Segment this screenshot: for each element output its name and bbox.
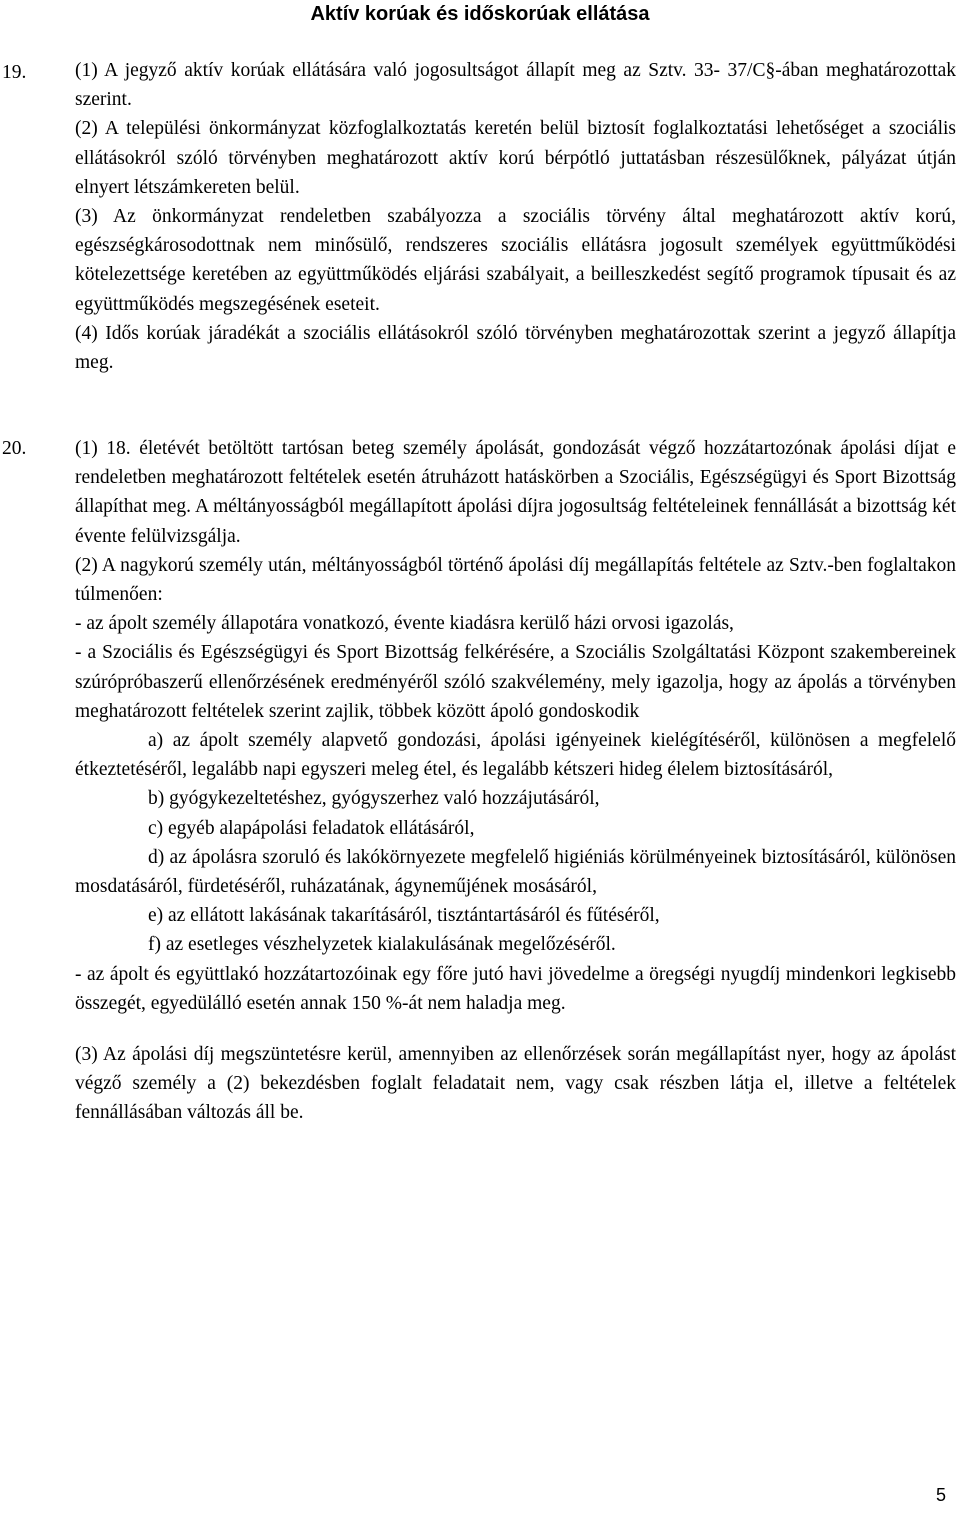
s19-paragraph-1: (1) A jegyző aktív korúak ellátására való jogosultságot állapít meg az Sztv. 33- 37/C§-ában meghatározottak szerint. [75,60,956,111]
section-number-19: 19. [2,62,27,83]
s19-paragraph-3: (3) Az önkormányzat rendeletben szabályozza a szociális törvény által meghatározott aktív korú, egészségkárosodottnak nem minősülő, rendszeres szociális ellátásra jogosult személyek együttműködési kötelezettsége keretében az együttműködés eljárási szabályait, a beilleszkedést segítő programok típusait és az együttműködés megszegésének eseteit. [75,206,956,315]
page-number: 5 [936,1485,947,1505]
s20-list-item-b: b) gyógykezeltetéshez, gyógyszerhez való hozzájutásáról, [148,788,600,810]
s20-paragraph-3: (3) Az ápolási díj megszüntetésre kerül, amennyiben az ellenőrzések során megállapítást nyer, hogy az ápolást végző személy a (2) bekezdésben foglalt feladatait nem, vagy csak részben látja el, illetve a feltételek fennállásában változás áll be. [75,1044,956,1124]
s20-paragraph-1: (1) 18. életévét betöltött tartósan beteg személy ápolását, gondozását végző hozzátartozónak ápolási díjat e rendeletben meghatározott feltételek esetén átruházott hatáskörben a Szociális, Egészségügyi és Sport Bizottság állapíthat meg. A méltányosságból megállapított ápolási díjra jogosultság feltételeinek fennállását a bizottság két évente felülvizsgálja. [75,438,956,547]
section-19 [75,56,956,377]
s20-paragraph-2: (2) A nagykorú személy után, méltányosságból történő ápolási díj megállapítás feltétele az Sztv.-ben foglaltakon túlmenően: [75,554,956,606]
section-20 [75,434,956,1128]
s20-dash-item-1: - az ápolt személy állapotára vonatkozó, évente kiadásra kerülő házi orvosi igazolás, [75,613,734,635]
s19-paragraph-2: (2) A települési önkormányzat közfoglalkoztatás keretén belül biztosít foglalkoztatási lehetőséget a szociális ellátásokról szóló törvényben meghatározott aktív korú bérpótló juttatásban részesülőknek, pályázat útján elnyert létszámkereten belül. [75,118,956,198]
section-number-20: 20. [2,438,27,459]
s20-list-item-d: d) az ápolásra szoruló és lakókörnyezete megfelelő higiéniás körülményeinek biztosításáról, különösen mosdatásáról, fürdetéséről, ruházatának, ágyneműjének mosásáról, [75,846,956,898]
s20-dash-item-2: - a Szociális és Egészségügyi és Sport Bizottság felkérésére, a Szociális Szolgáltatási Központ szakembereinek szúrópróbaszerű ellenőrzésének eredményéről szóló szakvélemény, mely igazolja, hogy az ápolás a törvényben meghatározott feltételek szerint zajlik, többek között ápoló gondoskodik [75,642,956,722]
s20-dash-item-3: - az ápolt és együttlakó hozzátartozóinak egy főre jutó havi jövedelme a öregségi nyugdíj mindenkori legkisebb összegét, egyedülálló esetén annak 150 %-át nem haladja meg. [75,963,956,1014]
s20-list-item-a: a) az ápolt személy alapvető gondozási, ápolási igényeinek kielégítéséről, különösen a megfelelő étkeztetéséről, legalább napi egyszeri meleg étel, és legalább kétszeri hideg élelem biztosításáról, [75,730,956,781]
s20-list-item-c: c) egyéb alapápolási feladatok ellátásáról, [148,817,475,839]
section-title: Aktív korúak és időskorúak ellátása [310,3,650,25]
s19-paragraph-4: (4) Idős korúak járadékát a szociális ellátásokról szóló törvényben meghatározottak szerint a jegyző állapítja meg. [75,322,956,374]
s20-list-item-f: f) az esetleges vészhelyzetek kialakulásának megelőzéséről. [148,934,616,956]
s20-list-item-e: e) az ellátott lakásának takarításáról, tisztántartásáról és fűtéséről, [148,905,660,927]
